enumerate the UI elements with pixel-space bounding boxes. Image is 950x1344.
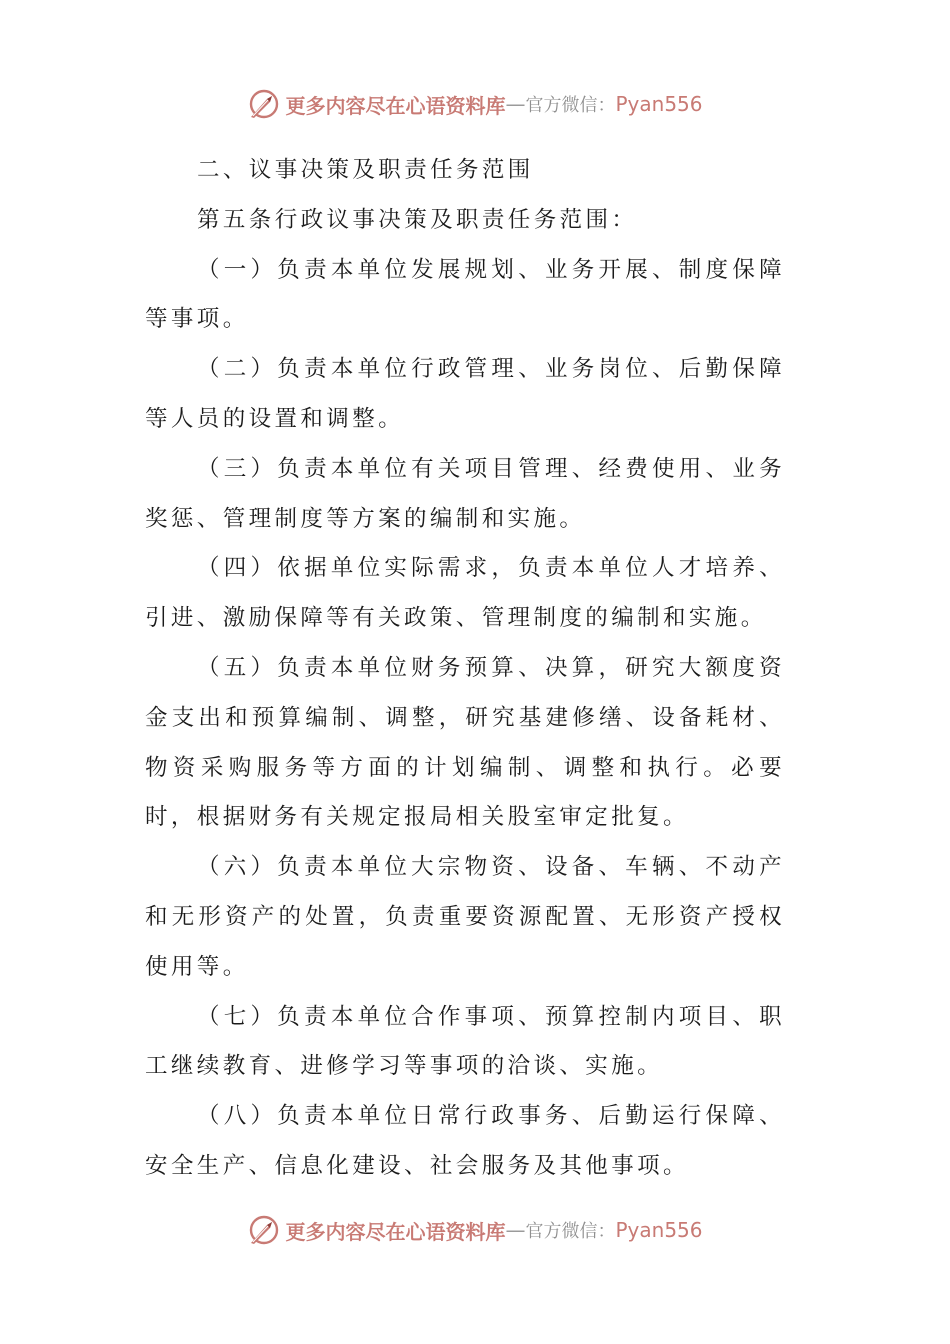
header-banner — [0, 84, 950, 124]
pen-nib-logo-icon — [247, 1213, 281, 1247]
clause-paragraph: （二）负责本单位行政管理、业务岗位、后勤保障等人员的设置和调整。 — [145, 356, 785, 432]
banner-separator: — — [505, 1218, 526, 1242]
clause-paragraph: （四）依据单位实际需求，负责本单位人才培养、引进、激励保障等有关政策、管理制度的编制和实施。 — [145, 555, 785, 632]
section-heading: 二、议事决策及职责任务范围 — [197, 157, 534, 183]
clause-paragraph: （五）负责本单位财务预算、决算，研究大额度资金支出和预算编制、调整，研究基建修缮、设备耗材、物资采购服务等方面的计划编制、调整和执行。必要时，根据财务有关规定报局相关股室审定批复。 — [145, 654, 785, 831]
banner-brand-text: 更多内容尽在心语资料库 — [285, 93, 506, 118]
article-title: 第五条行政议事决策及职责任务范围： — [197, 206, 638, 233]
document-body — [145, 146, 785, 1192]
banner-wechat-label: 官方微信： — [525, 95, 616, 116]
clause-paragraph: （一）负责本单位发展规划、业务开展、制度保障等事项。 — [145, 256, 785, 333]
clause-paragraph: （八）负责本单位日常行政事务、后勤运行保障、安全生产、信息化建设、社会服务及其他事项。 — [145, 1103, 785, 1179]
pen-nib-logo-icon — [247, 87, 281, 121]
banner-separator: — — [505, 92, 526, 116]
clause-paragraph: （七）负责本单位合作事项、预算控制内项目、职工继续教育、进修学习等事项的洽谈、实施。 — [145, 1003, 785, 1080]
banner-wechat-label: 官方微信： — [525, 1221, 616, 1242]
clause-paragraph: （六）负责本单位大宗物资、设备、车辆、不动产和无形资产的处置，负责重要资源配置、无形资产授权使用等。 — [145, 854, 785, 980]
banner-brand-text: 更多内容尽在心语资料库 — [285, 1219, 506, 1244]
footer-banner — [0, 1210, 950, 1250]
banner-wechat-id: Pyan556 — [615, 1218, 703, 1242]
clause-paragraph: （三）负责本单位有关项目管理、经费使用、业务奖惩、管理制度等方案的编制和实施。 — [145, 455, 785, 532]
banner-wechat-id: Pyan556 — [615, 92, 703, 116]
